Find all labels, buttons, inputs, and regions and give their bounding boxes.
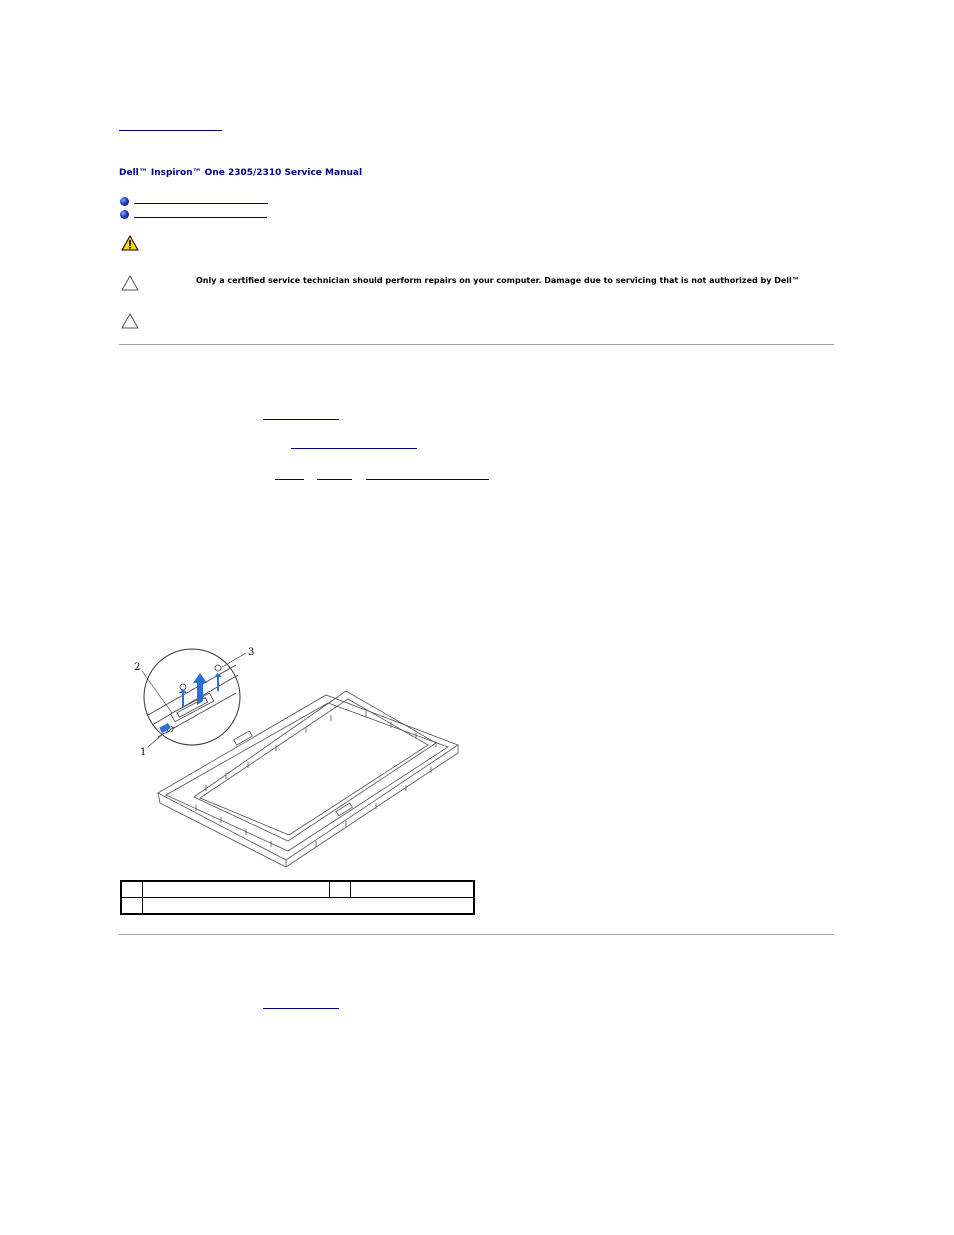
warning-triangle-icon [121, 235, 139, 251]
caution-notice-text: Only a certified service technician should perform repairs on your computer. Damage due to servicing that is not authorized by Dell™ [196, 276, 800, 285]
callout-label-2: 2 [134, 662, 141, 673]
toc-link-removing[interactable] [134, 203, 268, 204]
step-link-1[interactable] [263, 419, 339, 420]
legend-cell [143, 898, 475, 915]
step-link-3c[interactable] [366, 479, 489, 480]
step-link-2[interactable] [291, 448, 417, 449]
legend-cell [143, 881, 330, 898]
bullet-dot-icon [120, 210, 129, 219]
legend-cell [351, 881, 475, 898]
callout-label-1: 1 [140, 747, 147, 758]
bullet-dot-icon [120, 197, 129, 206]
step-link-3a[interactable] [275, 479, 304, 480]
step-link-replace-1[interactable] [263, 1008, 339, 1009]
legend-cell [121, 881, 143, 898]
caution-triangle-icon [121, 275, 139, 291]
caution-triangle-icon [121, 313, 139, 329]
callout-legend-table [120, 880, 475, 915]
step-link-3b[interactable] [317, 479, 352, 480]
table-row [121, 898, 474, 915]
callout-label-3: 3 [248, 647, 255, 658]
section-divider [119, 344, 834, 345]
back-to-contents-link[interactable] [119, 130, 222, 131]
section-divider [119, 934, 834, 935]
manual-title: Dell™ Inspiron™ One 2305/2310 Service Manual [119, 168, 363, 178]
camera-module-illustration [136, 645, 476, 865]
toc-link-replacing[interactable] [134, 217, 267, 218]
legend-cell [330, 881, 351, 898]
legend-cell [121, 898, 143, 915]
table-row [121, 881, 474, 898]
